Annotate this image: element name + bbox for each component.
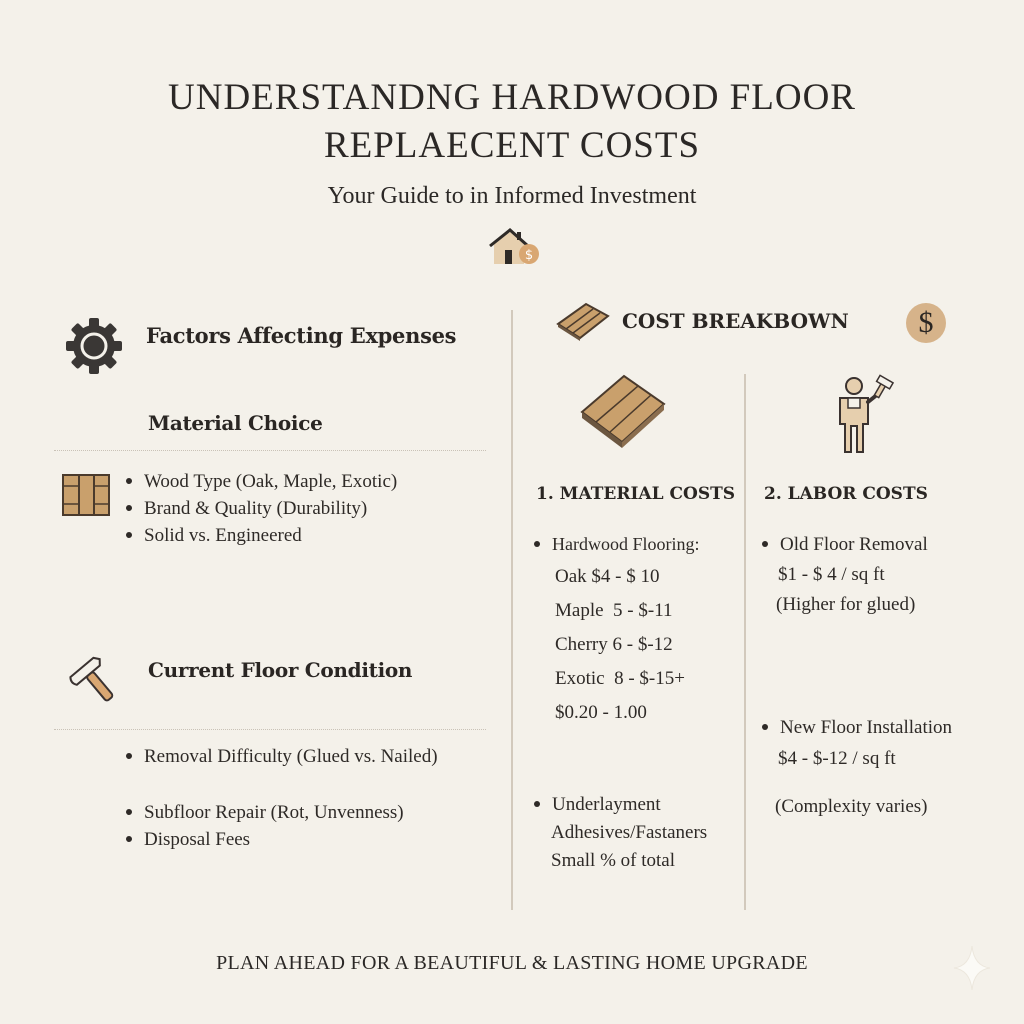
- material-choice-heading: Material Choice: [148, 411, 323, 435]
- removal-price: $1 - $ 4 / sq ft: [778, 564, 885, 585]
- list-item: Old Floor Removal: [762, 534, 928, 556]
- dollar-coin-icon: $: [906, 303, 946, 343]
- column-divider: [744, 374, 746, 910]
- page-title-line2: REPLAECENT COSTS: [323, 125, 701, 166]
- price-underlayment: $0.20 - 1.00: [555, 702, 647, 723]
- list-item: Brand & Quality (Durability): [126, 498, 367, 520]
- price-oak: Oak $4 - $ 10: [555, 566, 660, 587]
- list-item: Subfloor Repair (Rot, Unvenness): [126, 802, 404, 824]
- factors-heading: Factors Affecting Expenses: [146, 323, 457, 348]
- underlayment-line3: Small % of total: [551, 850, 676, 871]
- list-item: Underlayment: [534, 794, 661, 816]
- wood-board-icon: [578, 372, 666, 452]
- gear-icon: [64, 316, 124, 376]
- wood-planks-icon: [62, 474, 110, 516]
- list-item: New Floor Installation: [762, 717, 952, 739]
- price-maple: Maple 5 - $-11: [555, 600, 673, 621]
- list-item: Wood Type (Oak, Maple, Exotic): [126, 471, 397, 493]
- divider: [54, 450, 486, 451]
- removal-note: (Higher for glued): [776, 594, 916, 615]
- list-item: Hardwood Flooring:: [534, 534, 700, 555]
- list-item: Disposal Fees: [126, 829, 250, 851]
- labor-costs-heading: 2. LABOR COSTS: [764, 484, 928, 504]
- list-item: Solid vs. Engineered: [126, 525, 302, 547]
- svg-text:$: $: [524, 248, 534, 263]
- page-subtitle: Your Guide to in Informed Investment: [327, 183, 697, 209]
- list-item: Removal Difficulty (Glued vs. Nailed): [126, 746, 438, 768]
- column-divider: [511, 310, 513, 910]
- worker-icon: [832, 374, 898, 456]
- wood-plank-icon: [556, 302, 610, 342]
- divider: [54, 729, 486, 730]
- underlayment-line2: Adhesives/Fastaners: [551, 822, 708, 843]
- price-cherry: Cherry 6 - $-12: [555, 634, 673, 655]
- page-title-line1: UNDERSTANDNG HARDWOOD FLOOR: [168, 77, 856, 118]
- sparkle-icon: [952, 944, 992, 992]
- cost-breakdown-heading: COST BREAKBOWN: [622, 309, 849, 333]
- price-exotic: Exotic 8 - $-15+: [555, 668, 685, 689]
- material-costs-heading: 1. MATERIAL COSTS: [536, 484, 736, 504]
- installation-price: $4 - $-12 / sq ft: [778, 748, 896, 769]
- footer-tagline: PLAN AHEAD FOR A BEAUTIFUL & LASTING HOME UPGRADE: [216, 952, 808, 974]
- hammer-icon: [66, 654, 124, 706]
- installation-note: (Complexity varies): [775, 796, 928, 817]
- floor-condition-heading: Current Floor Condition: [148, 658, 413, 682]
- house-dollar-icon: [488, 226, 542, 266]
